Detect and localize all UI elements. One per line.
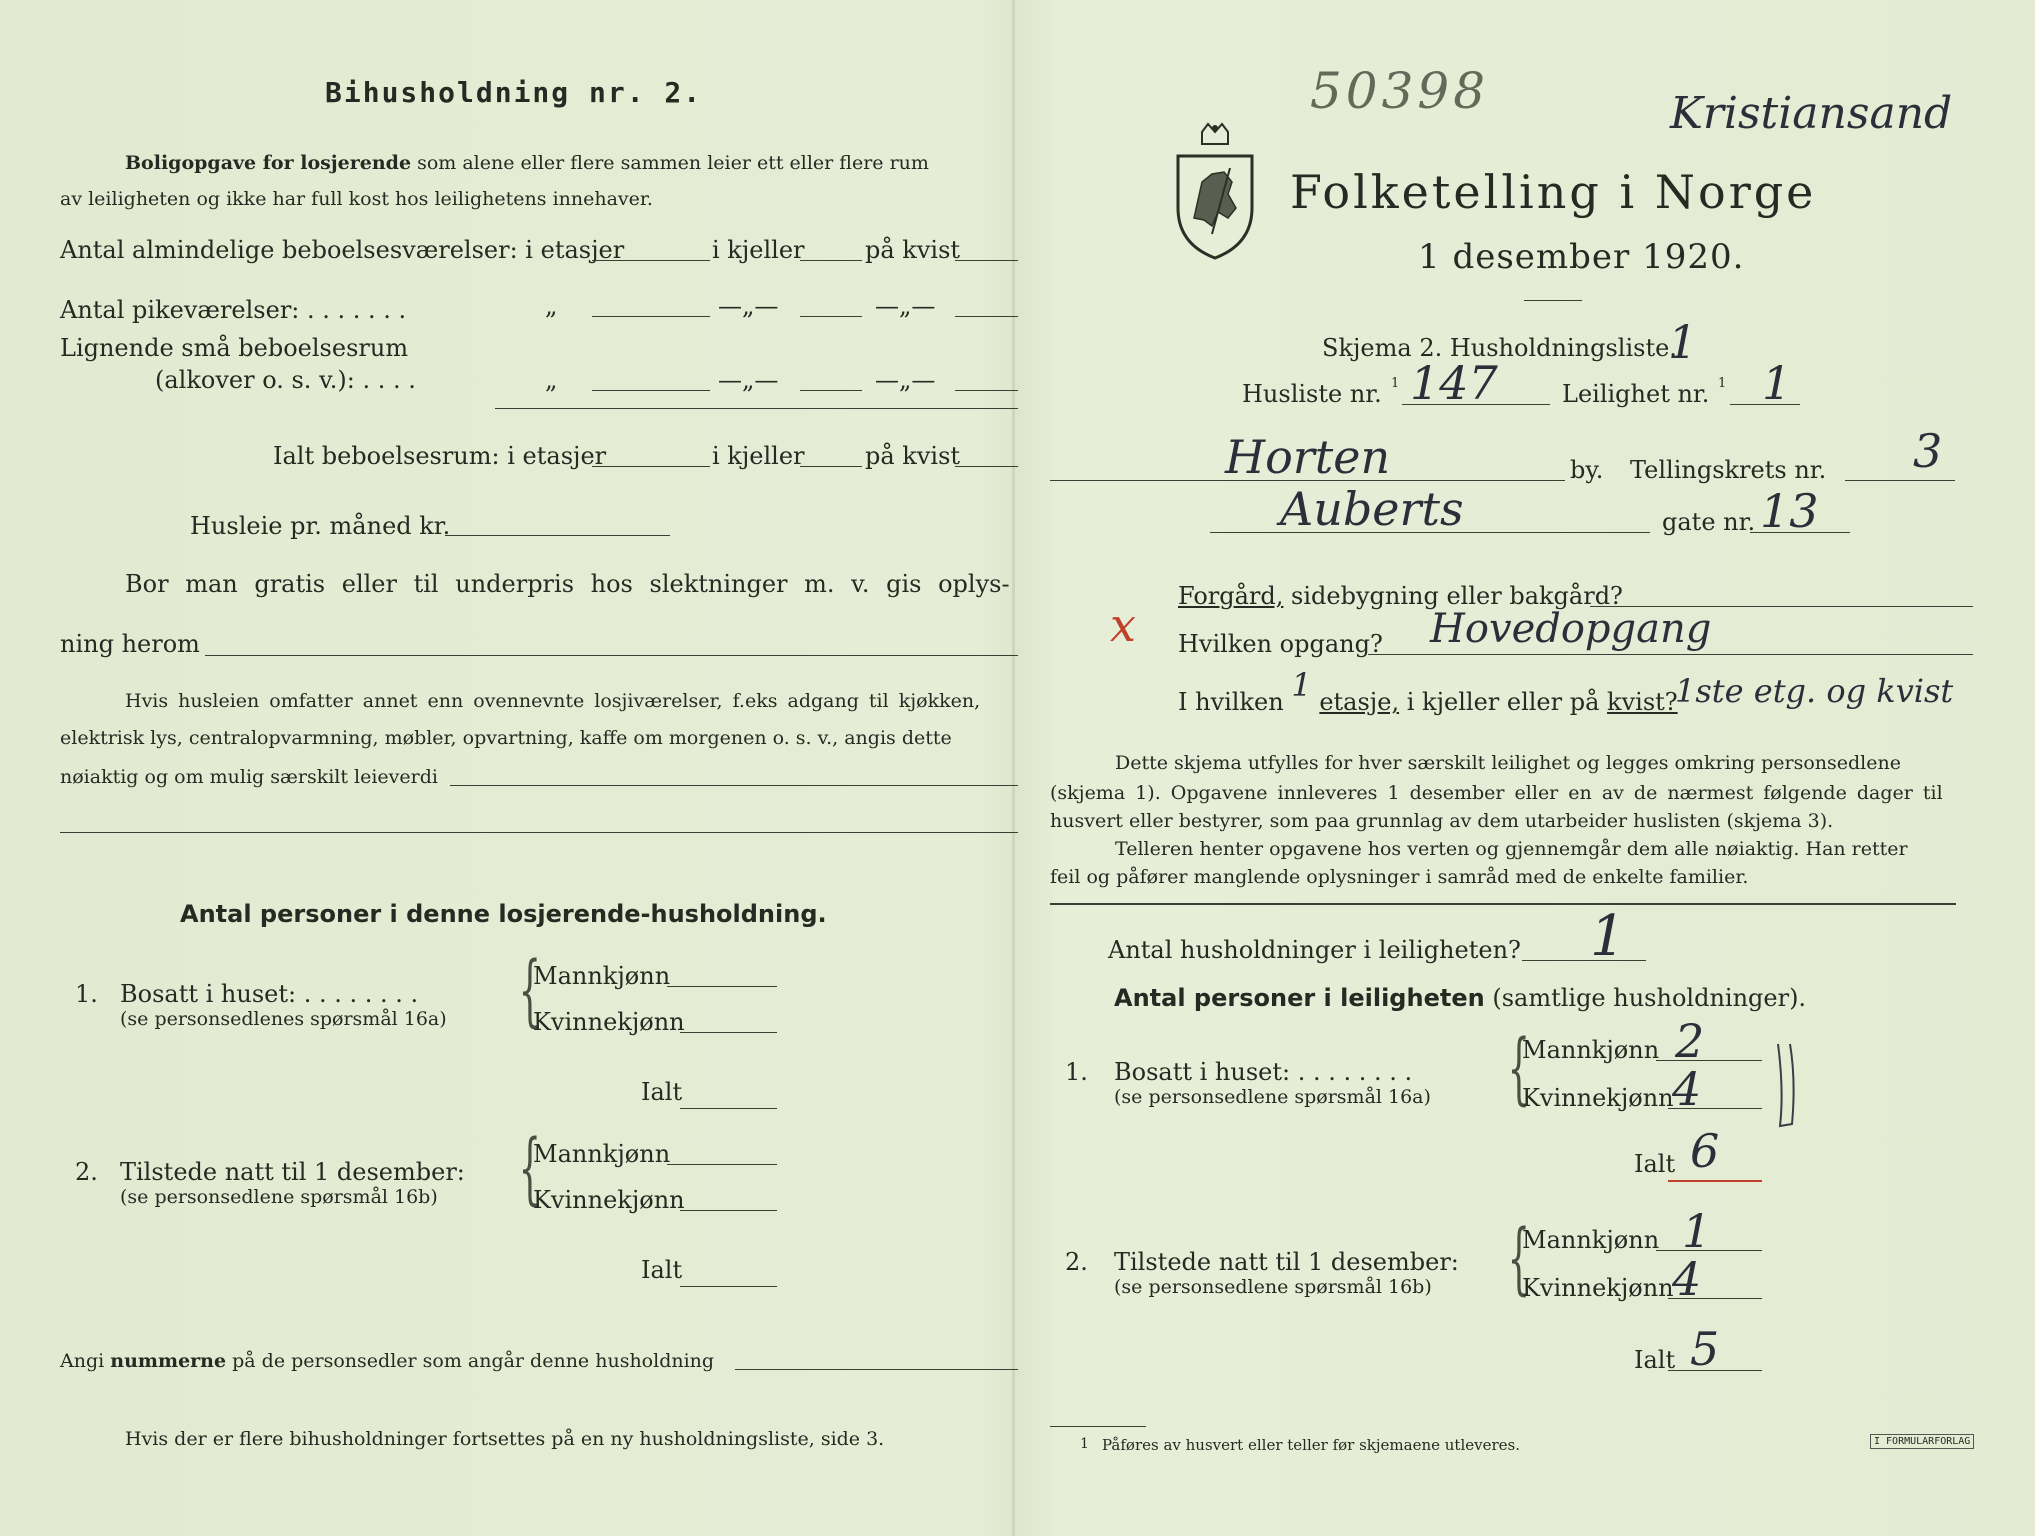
left-q2-num: 2. [75,1158,98,1186]
instructions-line-5: feil og påfører manglende oplysninger i samråd med de enkelte familier. [1050,866,1749,888]
total-rooms-label: Ialt beboelsesrum: i etasjer [273,442,607,470]
schema-label: Skjema 2. Husholdningsliste. [1322,334,1677,362]
angi-rest: på de personsedler som angår denne husholdning [232,1350,715,1372]
pike-kjeller-field[interactable] [800,316,862,317]
opgang-field[interactable] [1368,654,1973,655]
etasje-line [1178,666,1678,718]
norway-coat-of-arms-icon [1172,122,1258,262]
right-q1-kvinne-label: Kvinnekjønn [1522,1084,1674,1112]
left-q1-num: 1. [75,980,98,1008]
page-fold [1012,0,1015,1536]
handwritten-check-stroke [1774,1040,1798,1130]
right-q1-kvinne-value: 4 [1672,1062,1702,1116]
left-q1-kvinne-label: Kvinnekjønn [533,1008,685,1036]
right-q2-kvinne-value: 4 [1672,1252,1702,1306]
gate-nr-field[interactable] [1750,532,1850,533]
red-x-mark: x [1110,598,1136,652]
pike-etasjer-field[interactable] [592,316,710,317]
left-footer: Hvis der er flere bihusholdninger fortsettes på en ny husholdningsliste, side 3. [125,1428,885,1450]
left-persons-title: Antal personer i denne losjerende-husholdning. [180,900,827,928]
left-q1-brace: { [518,946,541,1036]
husliste-field[interactable] [1402,404,1550,405]
kvist-word: kvist? [1607,688,1678,716]
right-q1-ialt-value: 6 [1690,1124,1720,1178]
gate-value: Auberts [1280,482,1464,536]
leilighet-label: Leilighet nr. [1562,380,1710,408]
extra-line-3: nøiaktig og om mulig særskilt leieverdi [60,766,438,788]
right-q2-mann-label: Mannkjønn [1522,1226,1660,1254]
rooms-kvist-field[interactable] [955,260,1018,261]
small-quote: „ [545,366,558,394]
etasje-value: 1ste etg. og kvist [1675,672,1954,710]
right-q2-ialt-field[interactable] [1668,1370,1762,1371]
right-q1-num: 1. [1065,1058,1088,1086]
small-rooms-label-1: Lignende små beboelsesrum [60,334,409,362]
left-q2-ialt-label: Ialt [641,1256,683,1284]
households-label: Antal husholdninger i leiligheten? [1108,936,1521,964]
right-q1-ialt-label: Ialt [1634,1150,1676,1178]
rooms-etasjer-field[interactable] [592,260,710,261]
pike-dash-1: —„— [718,292,779,320]
right-q2-sub: (se personsedlene spørsmål 16b) [1114,1276,1432,1298]
left-q1-ialt-field[interactable] [680,1108,777,1109]
small-rooms-label-2: (alkover o. s. v.): . . . . [155,366,416,394]
gate-label: gate nr. [1662,508,1756,536]
husliste-label: Husliste nr. [1242,380,1382,408]
right-q2-label: Tilstede natt til 1 desember: [1114,1248,1459,1276]
pike-label: Antal pikeværelser: . . . . . . . [60,296,407,324]
title-rule [1524,300,1582,301]
footnote-num: 1 [1080,1436,1089,1452]
footnote-text: Påføres av husvert eller teller før skjemaene utleveres. [1102,1436,1520,1454]
instructions-line-1: Dette skjema utfylles for hver særskilt leilighet og legges omkring personsedlene [1115,752,1901,774]
right-q1-ialt-field[interactable] [1668,1180,1762,1182]
right-q1-label: Bosatt i huset: . . . . . . . . [1114,1058,1413,1086]
angi-bold: nummerne [110,1350,227,1372]
left-q2-mann-label: Mannkjønn [533,1140,671,1168]
persons-line [1114,984,1806,1012]
extra-line-1: Hvis husleien omfatter annet enn ovennevnte losjiværelser, f.eks adgang til kjøkken, [125,690,981,712]
persons-rest: (samtlige husholdninger). [1492,984,1807,1012]
small-etasjer-field[interactable] [592,390,710,391]
left-q1-mann-field[interactable] [667,986,777,987]
angi-line [60,1350,714,1372]
by-value: Horten [1225,430,1391,484]
etasje-mark: 1 [1291,666,1312,704]
archive-number: 50398 [1310,62,1490,120]
right-q1-mann-label: Mannkjønn [1522,1036,1660,1064]
rooms-label: Antal almindelige beboelsesværelser: i etasjer [60,236,625,264]
leilighet-field[interactable] [1730,404,1800,405]
instructions-line-4: Telleren henter opgavene hos verten og gjennemgår dem alle nøiaktig. Han retter [1115,838,1908,860]
gate-nr-value: 13 [1760,484,1819,538]
printer-stamp: I FORMULARFORLAG [1870,1434,1974,1449]
extra-line-2: elektrisk lys, centralopvarmning, møbler, opvartning, kaffe om morgenen o. s. v., angis dette [60,727,952,749]
angi-pre: Angi [60,1350,105,1372]
small-kjeller-field[interactable] [800,390,862,391]
etasje-pre: I hvilken [1178,688,1284,716]
handwritten-region: Kristiansand [1670,88,1953,139]
krets-field[interactable] [1845,480,1955,481]
rooms-kjeller-field[interactable] [800,260,862,261]
sum-rule [495,408,1018,409]
extra-field-1[interactable] [450,785,1018,786]
right-q1-mann-value: 2 [1675,1014,1705,1068]
total-kjeller-label: i kjeller [712,442,805,470]
intro-bold: Boligopgave for losjerende [125,152,412,174]
small-kvist-field[interactable] [955,390,1018,391]
intro-rest: som alene eller flere sammen leier ett eller flere rum [417,152,929,174]
schema-value: 1 [1668,315,1698,369]
forgard-word: Forgård, [1178,582,1284,610]
footnote-rule [1050,1426,1146,1427]
households-field[interactable] [1522,960,1646,961]
krets-label: Tellingskrets nr. [1630,456,1827,484]
pike-dash-2: —„— [875,292,936,320]
rooms-kjeller-label: i kjeller [712,236,805,264]
free-line-1: Bor man gratis eller til underpris hos slektninger m. v. gis oplys- [125,570,1010,598]
form-title: Folketelling i Norge [1290,165,1817,219]
total-etasjer-field[interactable] [592,466,710,467]
left-q2-sub: (se personsedlene spørsmål 16b) [120,1186,438,1208]
right-q2-kvinne-label: Kvinnekjønn [1522,1274,1674,1302]
form-date: 1 desember 1920. [1418,237,1745,277]
right-q2-kvinne-field[interactable] [1668,1298,1762,1299]
left-q2-kvinne-field[interactable] [680,1210,777,1211]
gate-field[interactable] [1210,532,1650,533]
intro-line-1 [125,152,929,174]
leilighet-sup: 1 [1718,376,1727,391]
right-q2-ialt-value: 5 [1690,1322,1720,1376]
section-divider [1050,903,1956,905]
small-dash-2: —„— [875,366,936,394]
left-q2-mann-field[interactable] [667,1164,777,1165]
total-kjeller-field[interactable] [800,466,862,467]
right-q2-mann-value: 1 [1682,1204,1712,1258]
left-q1-ialt-label: Ialt [641,1078,683,1106]
right-page-husholdningsliste [1050,0,1971,1536]
right-q1-mann-field[interactable] [1656,1060,1762,1061]
small-dash-1: —„— [718,366,779,394]
leilighet-value: 1 [1762,356,1792,410]
left-q1-mann-label: Mannkjønn [533,962,671,990]
by-label: by. [1570,456,1604,484]
left-q2-kvinne-label: Kvinnekjønn [533,1186,685,1214]
rent-field[interactable] [445,535,670,536]
left-q2-ialt-field[interactable] [680,1286,777,1287]
persons-bold: Antal personer i leiligheten [1114,984,1485,1012]
instructions-line-2: (skjema 1). Opgavene innleveres 1 desember eller en av de nærmest følgende dager til [1050,782,1943,804]
pike-quote: „ [545,292,558,320]
right-q1-kvinne-field[interactable] [1668,1108,1762,1109]
rent-label: Husleie pr. måned kr. [190,512,451,540]
total-kvist-label: på kvist [865,442,961,470]
husliste-sup: 1 [1391,376,1400,391]
rooms-kvist-label: på kvist [865,236,961,264]
opgang-label: Hvilken opgang? [1178,630,1383,658]
extra-field-2[interactable] [60,832,1018,833]
husliste-value: 147 [1410,356,1498,410]
krets-value: 3 [1913,424,1943,478]
left-title: Bihusholdning nr. 2. [325,76,703,109]
left-q2-label: Tilstede natt til 1 desember: [120,1158,465,1186]
right-q2-brace: { [1507,1214,1530,1304]
forgard-rest: sidebygning eller bakgård? [1291,582,1623,610]
left-q1-label: Bosatt i huset: . . . . . . . . [120,980,419,1008]
by-field[interactable] [1050,480,1565,481]
right-q2-num: 2. [1065,1248,1088,1276]
right-q1-sub: (se personsedlene spørsmål 16a) [1114,1086,1431,1108]
right-q2-ialt-label: Ialt [1634,1346,1676,1374]
left-page-bihusholdning [55,0,1010,1536]
free-field[interactable] [205,655,1018,656]
left-q1-kvinne-field[interactable] [680,1032,777,1033]
free-line-2: ning herom [60,630,200,658]
pike-kvist-field[interactable] [955,316,1018,317]
total-kvist-field[interactable] [955,466,1018,467]
etasje-mid: i kjeller eller på [1406,688,1600,716]
etasje-word: etasje, [1319,688,1400,716]
intro-line-2: av leiligheten og ikke har full kost hos leilighetens innehaver. [60,188,653,210]
angi-field[interactable] [735,1369,1018,1370]
instructions-line-3: husvert eller bestyrer, som paa grunnlag av dem utarbeider huslisten (skjema 3). [1050,810,1834,832]
opgang-value: Hovedopgang [1430,606,1712,652]
households-value: 1 [1590,904,1626,969]
right-q2-mann-field[interactable] [1656,1250,1762,1251]
left-q1-sub: (se personsedlenes spørsmål 16a) [120,1008,447,1030]
left-q2-brace: { [518,1124,541,1214]
right-q1-brace: { [1507,1024,1530,1114]
